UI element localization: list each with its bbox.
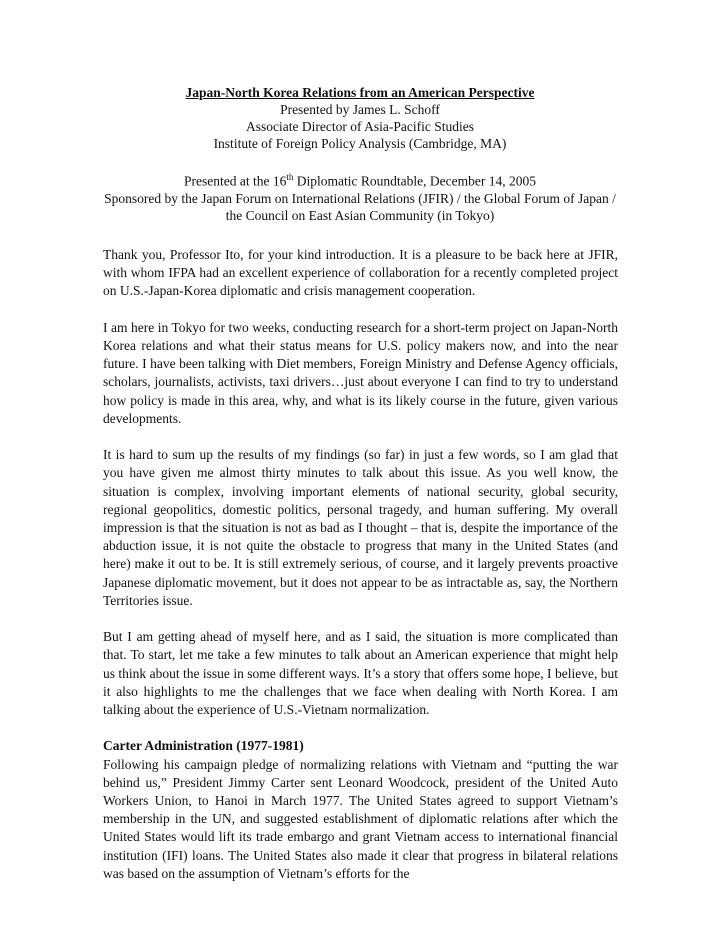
paragraph-3: It is hard to sum up the results of my findings (so far) in just a few words, so I am glad that you have given me almost thirty minutes to talk about this issue. As you well know, the situation is complex, involving important elements of national security, global security, regional geopolitics, domestic politics, personal tragedy, and human suffering. My overall impression is that the situation is not as bad as I thought – that is, despite the importance of the abduction issue, it is not quite the obstacle to progress that many in the United States (and here) make it out to be. It is still extremely serious, of course, and it largely prevents proactive Japanese diplomatic movement, but it does not appear to be as intractable as, say, the Northern Territories issue.	[103, 447, 618, 608]
event-superscript: th	[286, 172, 294, 182]
event-prefix: Presented at the 16	[184, 173, 287, 189]
event-suffix: Diplomatic Roundtable, December 14, 2005	[293, 173, 536, 189]
paragraph-4: But I am getting ahead of myself here, and as I said, the situation is more complicated than that. To start, let me take a few minutes to talk about an American experience that might help us think about the issue in some different ways. It’s a story that offers some hope, I believe, but it also highlights to me the challenges that we face when dealing with North Korea. I am talking about the experience of U.S.-Vietnam normalization.	[103, 629, 618, 718]
paragraph-1: Thank you, Professor Ito, for your kind introduction. It is a pleasure to be back here at JFIR, with whom IFPA had an excellent experience of collaboration for a recently completed project on U.S.-Japan-Korea diplomatic and crisis management cooperation.	[103, 247, 618, 299]
position-line: Associate Director of Asia-Pacific Studies	[246, 119, 474, 134]
document-header	[100, 84, 620, 224]
document-title: Japan-North Korea Relations from an American Perspective	[185, 85, 535, 100]
event-line	[100, 169, 620, 190]
institute-line: Institute of Foreign Policy Analysis (Cambridge, MA)	[213, 136, 507, 151]
paragraph-2: I am here in Tokyo for two weeks, conducting research for a short-term project on Japan-North Korea relations and what their status means for U.S. policy makers now, and into the near future. I have been talking with Diet members, Foreign Ministry and Defense Agency officials, scholars, journalists, activists, taxi drivers…just about everyone I can find to try to understand how policy is made in this area, why, and what is its likely course in the future, given various developments.	[103, 319, 618, 426]
presenter-line: Presented by James L. Schoff	[280, 102, 440, 117]
document-body	[103, 246, 618, 883]
section-paragraph: Following his campaign pledge of normalizing relations with Vietnam and “putting the war behind us,” President Jimmy Carter sent Leonard Woodcock, president of the United Auto Workers Union, to Hanoi in March 1977. The United States agreed to support Vietnam’s membership in the UN, and suggested establishment of diplomatic relations after which the United States would lift its trade embargo and grant Vietnam access to international financial institution (IFI) loans. The United States also made it clear that progress in bilateral relations was based on the assumption of Vietnam’s efforts for the	[103, 756, 618, 881]
section-heading: Carter Administration (1977-1981)	[103, 738, 304, 754]
sponsors-line: Sponsored by the Japan Forum on International Relations (JFIR) / the Global Forum of Japan / the Council on East Asian Community (in Tokyo)	[104, 190, 616, 223]
